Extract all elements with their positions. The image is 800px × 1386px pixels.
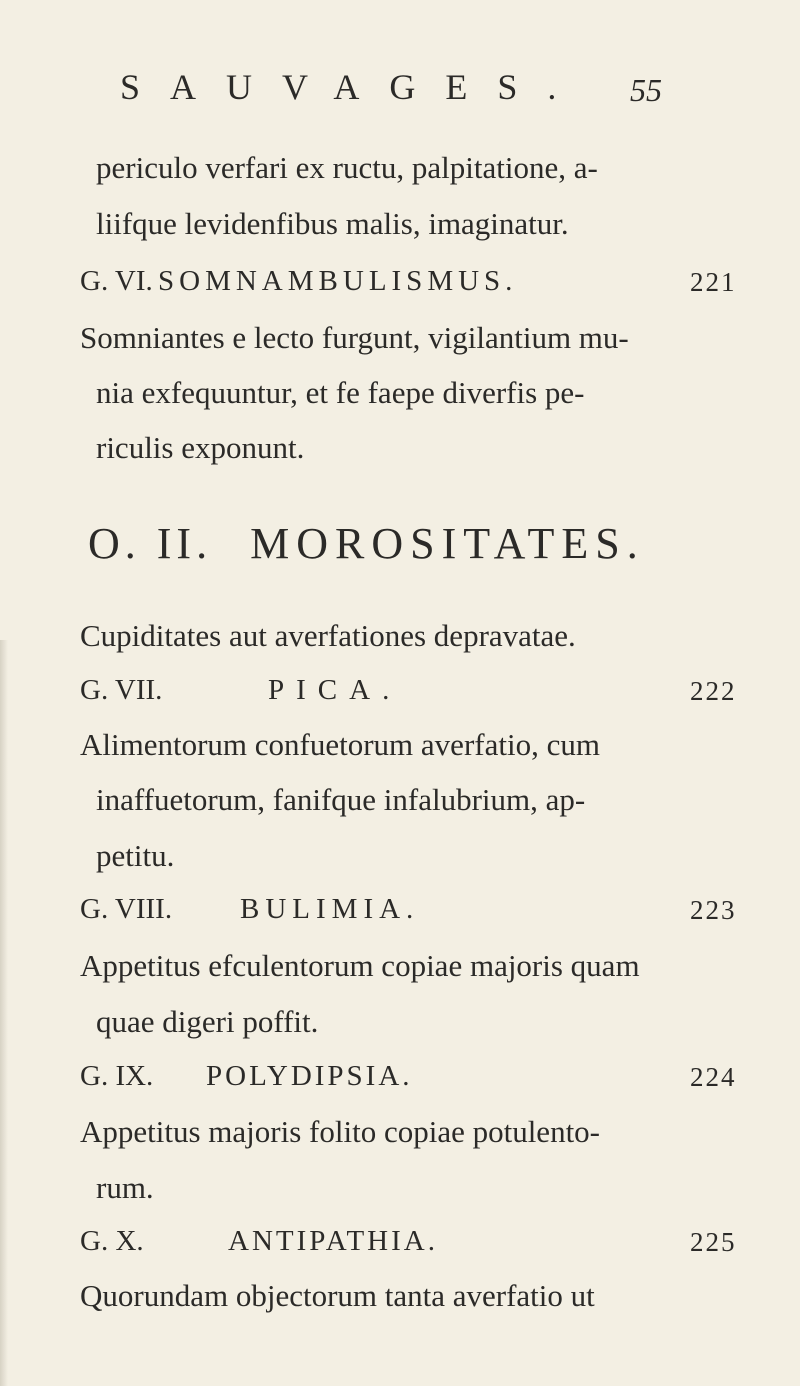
text-line: Appetitus majoris folito copiae potulento- [80,1114,601,1149]
text-line: quae digeri poffit. [96,1004,319,1039]
genus-heading [0,674,800,714]
text-line: rum. [96,1170,154,1205]
reference-number: 221 [690,267,737,297]
reference-number: 225 [690,1227,737,1257]
genus-name: BULIMIA. [240,893,420,925]
page-edge-shadow [0,640,8,1386]
genus-number: G. X. [80,1225,144,1257]
genus-heading [0,893,800,933]
text-line: Somniantes e lecto furgunt, vigilantium mu- [80,320,629,355]
text-line: riculis exponunt. [96,430,305,465]
genus-name: PICA. [268,674,402,706]
order-name: MOROSITATES. [250,519,645,568]
genus-name: ANTIPATHIA. [228,1225,438,1257]
text-line: petitu. [96,838,175,873]
text-line: Appetitus efculentorum copiae majoris quam [80,948,640,983]
order-heading [88,518,645,569]
genus-heading [0,1225,800,1265]
text-line: liifque levidenfibus malis, imaginatur. [96,206,569,241]
genus-number: G. VI. [80,265,153,297]
genus-name: POLYDIPSIA. [206,1060,413,1092]
genus-number: G. VII. [80,674,163,706]
page-number: 55 [630,72,662,108]
genus-heading [0,265,800,305]
text-line: Quorundam objectorum tanta averfatio ut [80,1278,595,1313]
order-number: O. II. [88,519,213,568]
text-line: Alimentorum confuetorum averfatio, cum [80,727,600,762]
running-title: SAUVAGES. [120,67,587,107]
reference-number: 222 [690,676,737,706]
reference-number: 223 [690,895,737,925]
text-line: inaffuetorum, fanifque infalubrium, ap- [96,782,586,817]
genus-heading [0,1060,800,1100]
text-line: periculo verfari ex ructu, palpitatione, a- [96,150,598,185]
text-line: Cupiditates aut averfationes depravatae. [80,618,576,653]
genus-number: G. IX. [80,1060,154,1092]
reference-number: 224 [690,1062,737,1092]
text-line: nia exfequuntur, et fe faepe diverfis pe- [96,375,585,410]
genus-number: G. VIII. [80,893,173,925]
genus-name: SOMNAMBULISMUS. [158,265,518,297]
